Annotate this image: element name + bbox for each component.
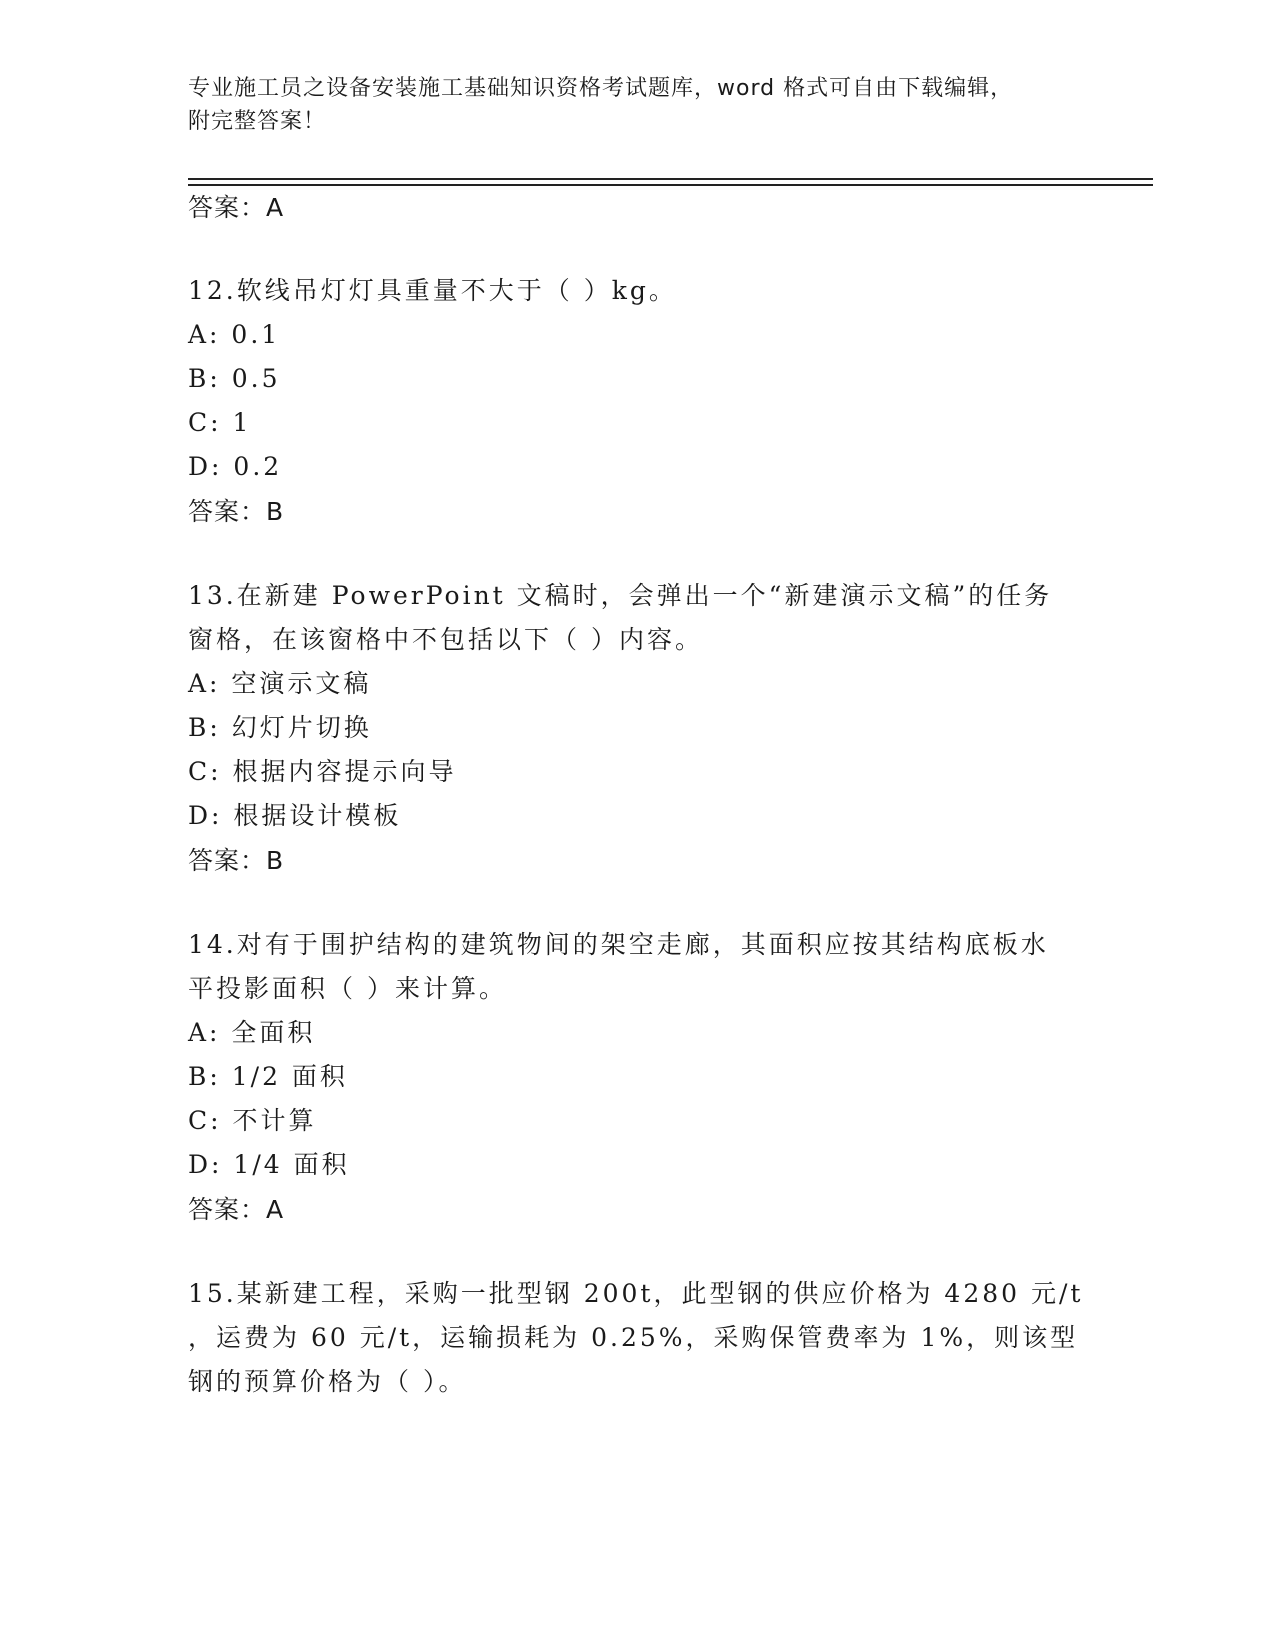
answer-12: 答案：B <box>188 497 285 526</box>
question-14-stem-line-1: 14.对有于围护结构的建筑物间的架空走廊，其面积应按其结构底板水 <box>188 930 1049 959</box>
question-12-option-c: C: 1 <box>188 408 252 437</box>
question-12-option-d: D: 0.2 <box>188 452 283 481</box>
question-12-option-b: B: 0.5 <box>188 364 281 393</box>
question-15-stem-line-3: 钢的预算价格为（ ）。 <box>188 1367 467 1396</box>
question-12-option-a: A: 0.1 <box>188 320 281 349</box>
question-15-stem-line-1: 15.某新建工程，采购一批型钢 200t，此型钢的供应价格为 4280 元/t <box>188 1279 1084 1308</box>
question-13-option-d: D: 根据设计模板 <box>188 801 402 830</box>
question-13-stem-line-2: 窗格，在该窗格中不包括以下（ ）内容。 <box>188 625 703 654</box>
header-rule-top <box>188 178 1153 180</box>
question-13-stem-line-1: 13.在新建 PowerPoint 文稿时，会弹出一个“新建演示文稿”的任务 <box>188 581 1053 610</box>
answer-13: 答案：B <box>188 846 285 875</box>
question-15-stem-line-2: ，运费为 60 元/t，运输损耗为 0.25%，采购保管费率为 1%，则该型 <box>188 1323 1079 1352</box>
question-13-option-c: C: 根据内容提示向导 <box>188 757 457 786</box>
answer-11: 答案：A <box>188 193 285 222</box>
question-14-option-c: C: 不计算 <box>188 1106 317 1135</box>
document-header <box>188 72 1068 138</box>
answer-14: 答案：A <box>188 1195 285 1224</box>
header-line-1: 专业施工员之设备安装施工基础知识资格考试题库，word 格式可自由下载编辑， <box>188 76 1014 101</box>
question-13-option-b: B: 幻灯片切换 <box>188 713 372 742</box>
question-14-option-d: D: 1/4 面积 <box>188 1150 350 1179</box>
header-rule-bottom <box>188 184 1153 186</box>
header-line-2: 附完整答案！ <box>188 109 327 134</box>
question-14-stem-line-2: 平投影面积（ ）来计算。 <box>188 974 507 1003</box>
question-13-option-a: A: 空演示文稿 <box>188 669 372 698</box>
question-12-stem: 12.软线吊灯灯具重量不大于（ ）kg。 <box>188 276 677 305</box>
question-14-option-a: A: 全面积 <box>188 1018 316 1047</box>
question-14-option-b: B: 1/2 面积 <box>188 1062 348 1091</box>
